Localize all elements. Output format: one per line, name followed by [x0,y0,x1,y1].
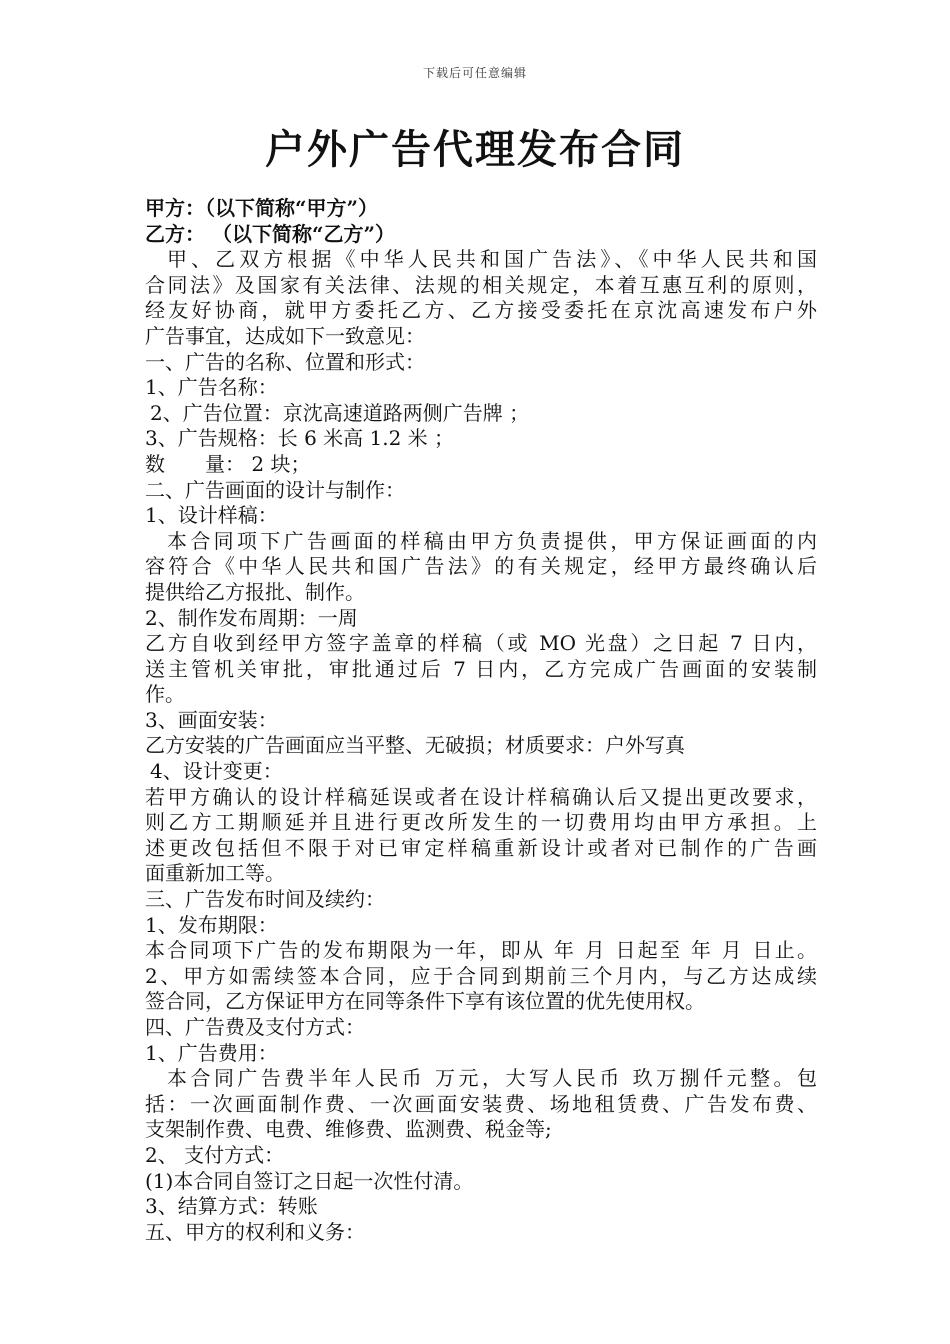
paragraph-line: 支架制作费、电费、维修费、监测费、税金等; [145,1117,552,1142]
preamble-line: 广告事宜，达成如下一致意见： [145,323,425,348]
paragraph-line: 容符合《中华人民共和国广告法》的有关规定，经甲方最终确认后 [145,554,817,579]
clause-line: 3、画面安装： [145,707,278,732]
paragraph-line: 2、甲方如需续签本合同，应于合同到期前三个月内，与乙方达成续 [145,963,817,988]
clause-line: 2、制作发布周期：一周 [145,605,358,630]
paragraph-line: 若甲方确认的设计样稿延误或者在设计样稿确认后又提出更改要求， [145,784,817,809]
clause-line: 2、 支付方式： [145,1142,285,1167]
clause-line: 3、广告规格：长 6 米高 1.2 米 ； [145,426,455,451]
document-title: 户外广告代理发布合同 [265,126,685,173]
section-heading: 三、广告发布时间及续约： [145,887,385,912]
paragraph-line: 本合同项下广告的发布期限为一年，即从 年 月 日起至 年 月 日止。 [145,938,817,963]
preamble-line: 经友好协商，就甲方委托乙方、乙方接受委托在京沈高速发布户外 [145,298,817,323]
paragraph-line: 签合同，乙方保证甲方在同等条件下享有该位置的优先使用权。 [145,989,705,1014]
section-heading: 四、广告费及支付方式： [145,1015,365,1039]
clause-line: 1、广告费用： [145,1040,278,1065]
paragraph-line: 提供给乙方报批、制作。 [145,579,365,604]
preamble-line: 甲、乙双方根据《中华人民共和国广告法》、《中华人民共和国 [167,247,817,272]
section-heading: 二、广告画面的设计与制作： [145,477,405,502]
paragraph-line: 则乙方工期顺延并且进行更改所发生的一切费用均由甲方承担。上 [145,810,817,835]
preamble-line: 合同法》及国家有关法律、法规的相关规定，本着互惠互利的原则， [145,272,817,297]
paragraph-line: 括：一次画面制作费、一次画面安装费、场地租赁费、广告发布费、 [145,1091,817,1116]
party-b-line: 乙方： （以下简称“乙方”） [145,221,395,246]
paragraph-line: 本合同广告费半年人民币 万元，大写人民币 玖万捌仟元整。包 [167,1066,817,1091]
clause-line: 2、广告位置：京沈高速道路两侧广告牌 ； [150,400,530,425]
section-heading: 五、甲方的权利和义务： [145,1219,365,1244]
clause-line: 1、发布期限： [145,912,278,937]
clause-line: 3、结算方式：转账 [145,1194,318,1219]
paragraph-line: 作。 [145,682,185,707]
clause-line: (1)本合同自签订之日起一次性付清。 [145,1168,474,1193]
clause-line: 数 量： 2 块； [145,451,311,476]
clause-line: 1、设计样稿： [145,503,278,528]
paragraph-line: 乙方自收到经甲方签字盖章的样稿（或 MO 光盘）之日起 7 日内， [145,631,817,656]
paragraph-line: 面重新加工等。 [145,861,285,886]
clause-line: 1、广告名称： [145,375,278,400]
section-heading: 一、广告的名称、位置和形式： [145,349,425,374]
clause-line: 4、设计变更： [150,759,283,784]
paragraph-line: 乙方安装的广告画面应当平整、无破损；材质要求：户外写真 [145,733,685,758]
paragraph-line: 送主管机关审批，审批通过后 7 日内，乙方完成广告画面的安装制 [145,656,817,681]
paragraph-line: 本合同项下广告画面的样稿由甲方负责提供，甲方保证画面的内 [167,528,817,553]
paragraph-line: 述更改包括但不限于对已审定样稿重新设计或者对已制作的广告画 [145,835,817,860]
party-a-line: 甲方：（以下简称“甲方”） [145,196,379,220]
document-body [145,196,817,1245]
page-header-note: 下载后可任意编辑 [422,66,527,80]
